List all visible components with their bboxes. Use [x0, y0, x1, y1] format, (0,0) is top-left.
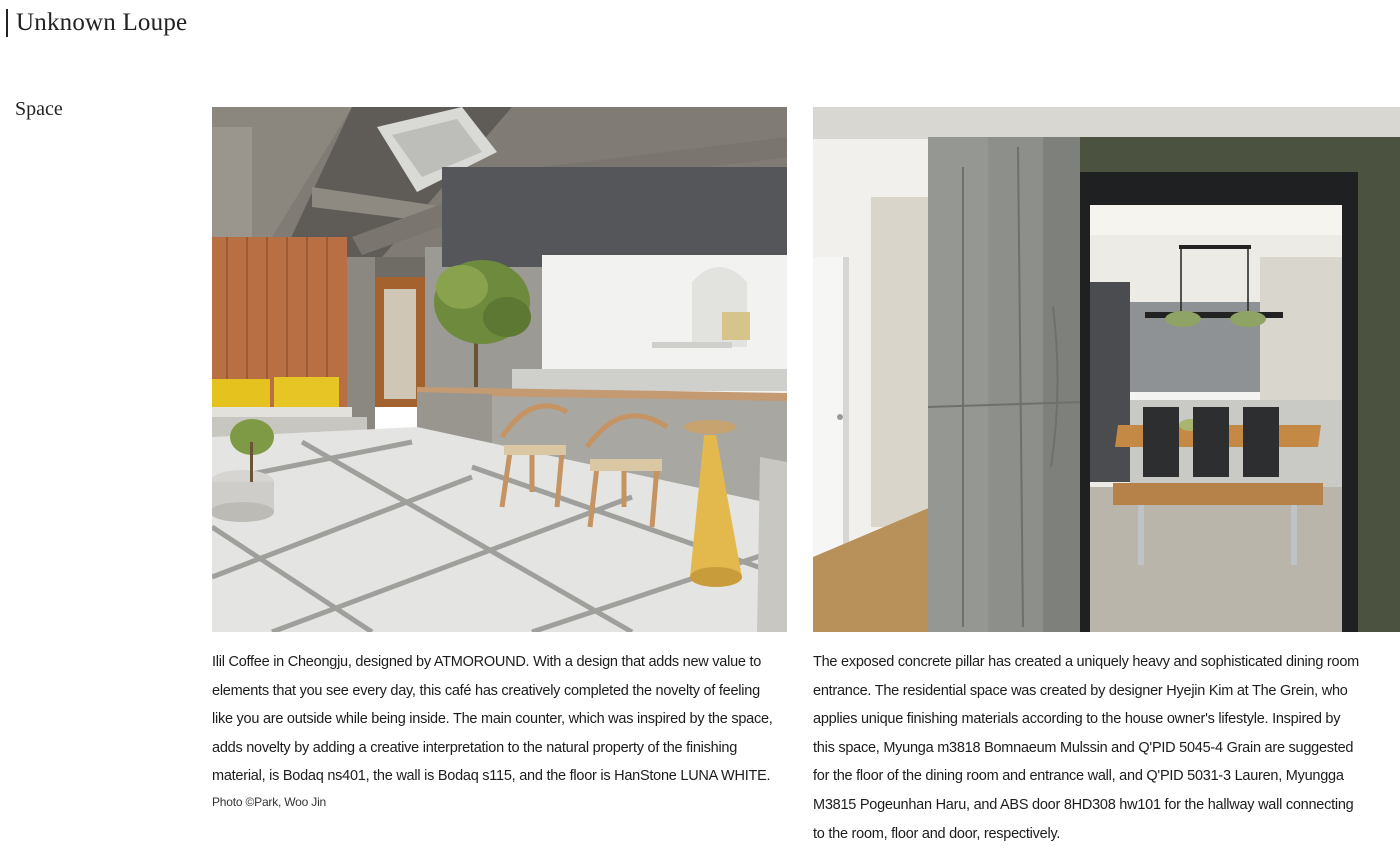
- section-label: Space: [15, 98, 63, 120]
- cafe-interior-photo: [212, 107, 787, 632]
- dining-room-entrance-photo: [813, 107, 1400, 632]
- dining-caption: The exposed concrete pillar has created a uniquely heavy and sophisticated dining room entrance. The residential space was created by designer Hyejin Kim at The Grein, who applies unique finishing materials according to the house owner's lifestyle. Inspired by this space, Myunga m3818 Bomnaeum Mulssin and Q'PID 5045-4 Grain are suggested for the floor of the dining room and entrance wall, and Q'PID 5031-3 Lauren, Myungga M3815 Pogeunhan Haru, and ABS door 8HD308 hw101 for the hallway wall connecting to the room, floor and door, respectively.: [813, 654, 1359, 842]
- cafe-caption: Ilil Coffee in Cheongju, designed by ATMOROUND. With a design that adds new value to elements that you see every day, this café has creatively completed the novelty of feeling like you are outside while being inside. The main counter, which was inspired by the space, adds novelty by adding a creative interpretation to the natural property of the finishing material, is Bodaq ns401, the wall is Bodaq s115, and the floor is HanStone LUNA WHITE.: [212, 654, 773, 785]
- photo-credit: Photo ©Park, Woo Jin: [212, 795, 327, 809]
- brand-divider: [6, 9, 8, 37]
- brand-title[interactable]: Unknown Loupe: [16, 9, 188, 36]
- site-header: [6, 8, 187, 38]
